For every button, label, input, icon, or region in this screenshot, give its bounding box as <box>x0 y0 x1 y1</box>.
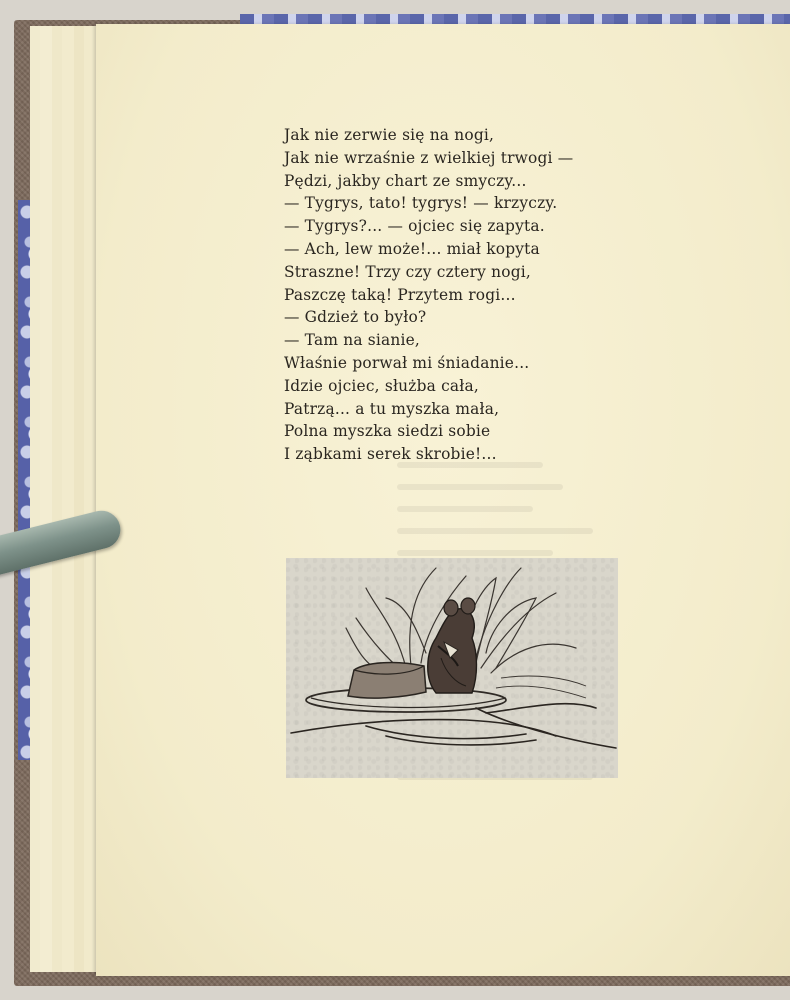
mouse-cheese-illustration <box>286 558 618 778</box>
poem-line: — Tygrys, tato! tygrys! — krzyczy. <box>284 194 558 213</box>
poem-line: Polna myszka siedzi sobie <box>284 422 491 441</box>
poem-line: — Tygrys?... — ojciec się zapyta. <box>284 217 545 236</box>
poem-line: — Ach, lew może!... miał kopyta <box>284 239 540 258</box>
poem-line: Jak nie zerwie się na nogi, <box>284 126 495 144</box>
poem-line: I ząbkami serek skrobie!... <box>284 445 497 464</box>
poem-line: — Tam na sianie, <box>284 331 421 350</box>
poem-line: — Gdzież to było? <box>284 308 427 327</box>
poem-text <box>284 124 664 466</box>
poem-line: Idzie ojciec, służba cała, <box>284 376 479 395</box>
mouse-drawing <box>286 558 618 778</box>
poem-line: Właśnie porwał mi śniadanie... <box>284 353 530 372</box>
poem-line: Paszczę taką! Przytem rogi... <box>284 285 516 304</box>
poem-line: Patrzą... a tu myszka mała, <box>284 399 500 418</box>
poem-line: Straszne! Trzy czy cztery nogi, <box>284 262 532 281</box>
poem-line: Pędzi, jakby chart ze smyczy... <box>284 171 527 190</box>
poem-line: Jak nie wrzaśnie z wielkiej trwogi — <box>284 148 574 167</box>
